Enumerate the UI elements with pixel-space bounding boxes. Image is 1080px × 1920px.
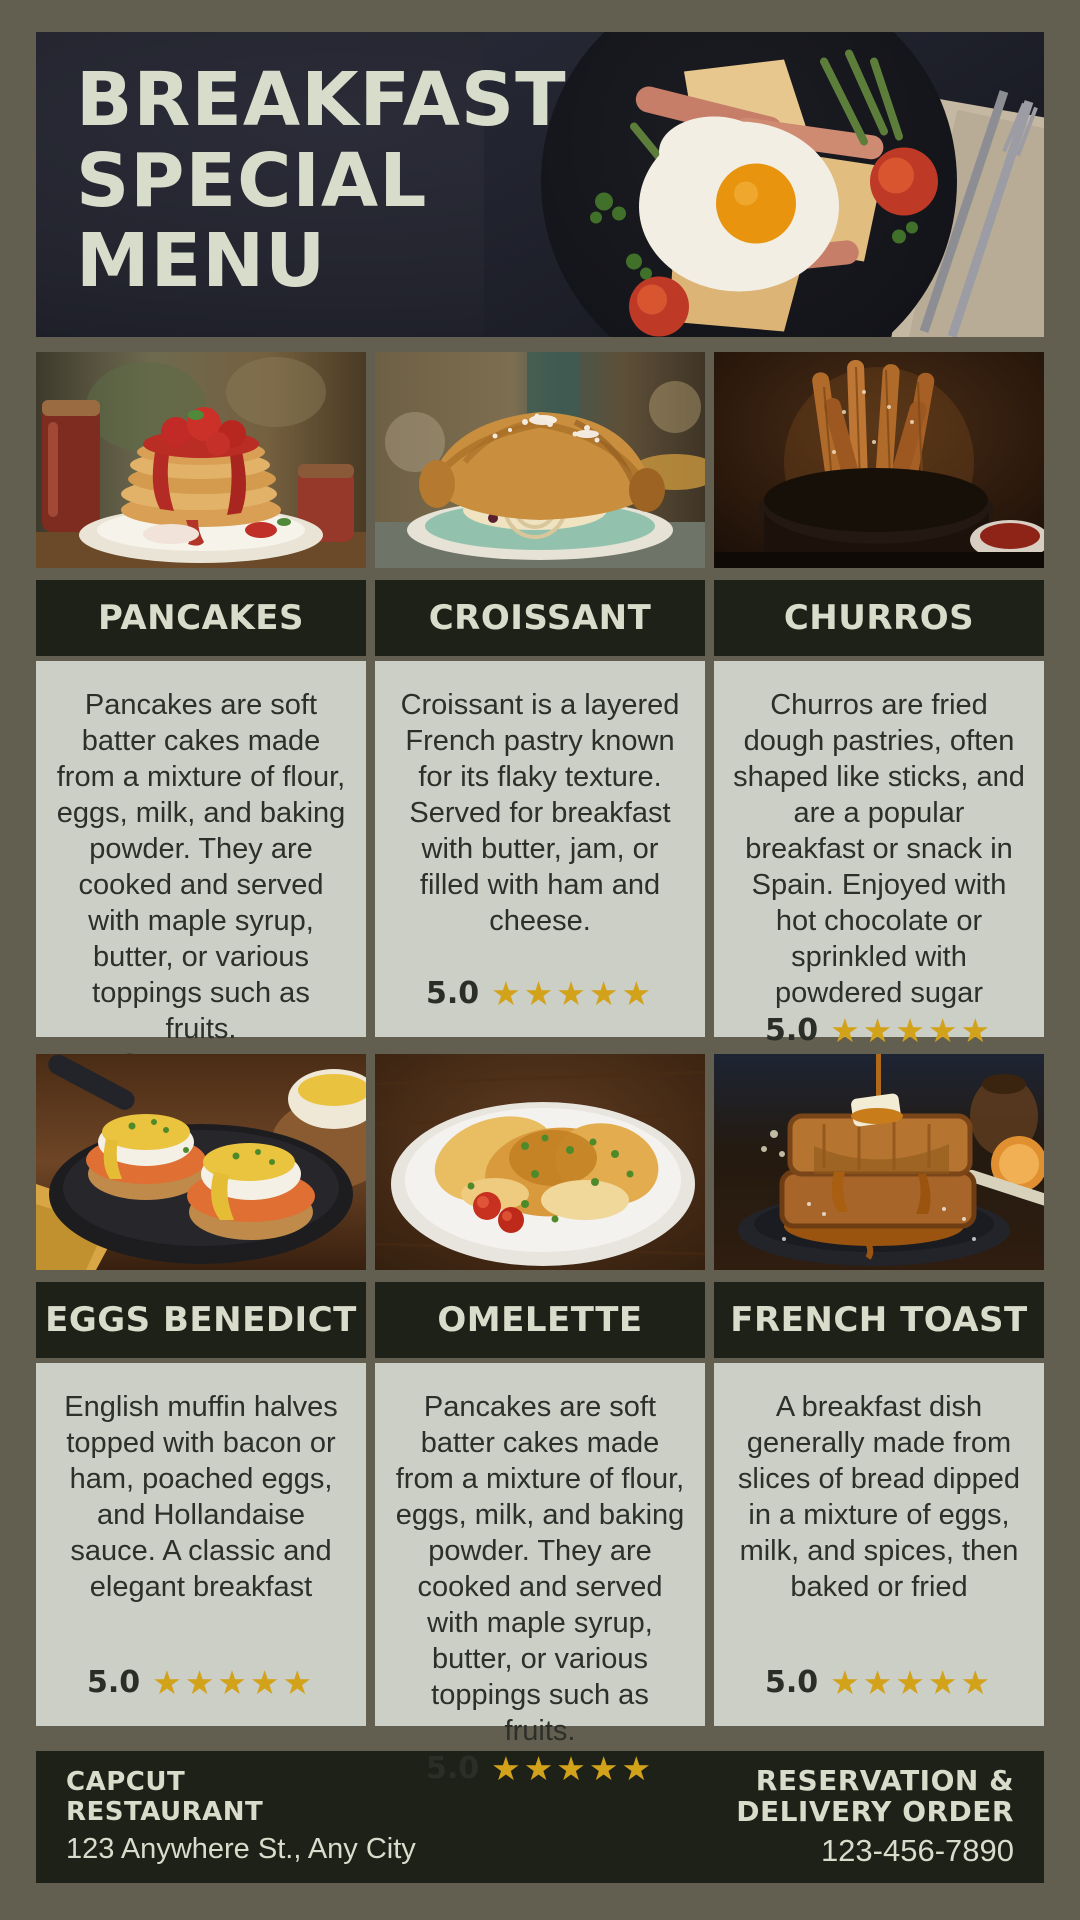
- churros-card: [714, 661, 1044, 1050]
- footer-restaurant-info: [66, 1768, 416, 1865]
- omelette-title-bar: [375, 1282, 705, 1358]
- rating-stars: ★★★★★: [491, 974, 655, 1013]
- rating-value: 5.0: [764, 1013, 819, 1048]
- french-toast-card: [714, 1363, 1044, 1726]
- page-title-line-3: MENU: [76, 218, 327, 305]
- eggs-benedict-rating: [54, 1663, 348, 1702]
- reservation-title-line-1: RESERVATION &: [755, 1763, 1014, 1797]
- french-toast-title: FRENCH TOAST: [730, 1300, 1028, 1340]
- croissant-title-bar: [375, 580, 705, 656]
- churros-description: Churros are fried dough pastries, often shaped like sticks, and are a popular breakfast or snack in Spain. Enjoyed with hot chocolate or sprinkled with powdered sugar: [733, 689, 1025, 1009]
- french-toast-title-bar: [714, 1282, 1044, 1358]
- omelette-title: OMELETTE: [437, 1300, 643, 1340]
- eggs-benedict-title-bar: [36, 1282, 366, 1358]
- pancakes-title-bar: [36, 580, 366, 656]
- header-banner: [36, 32, 1044, 337]
- croissant-photo: [375, 352, 705, 568]
- croissant-rating: [393, 974, 687, 1013]
- churros-photo: [714, 352, 1044, 568]
- rating-value: 5.0: [425, 976, 480, 1011]
- croissant-card: [375, 661, 705, 1037]
- french-toast-photo: [714, 1054, 1044, 1270]
- rating-value: 5.0: [425, 1751, 480, 1786]
- page-title: [76, 57, 567, 305]
- eggs-benedict-photo: [36, 1054, 366, 1270]
- footer-reservation-info: [736, 1765, 1014, 1870]
- menu-card-croissant: [375, 352, 705, 1037]
- rating-stars: ★★★★★: [830, 1663, 994, 1702]
- restaurant-name-line-1: CAPCUT: [66, 1767, 186, 1798]
- menu-grid-row-1: [36, 352, 1044, 1050]
- rating-stars: ★★★★★: [830, 1011, 994, 1050]
- eggs-benedict-title: EGGS BENEDICT: [45, 1300, 357, 1340]
- rating-stars: ★★★★★: [152, 1663, 316, 1702]
- pancakes-card: [36, 661, 366, 1045]
- page-title-line-1: BREAKFAST: [76, 57, 567, 143]
- churros-title-bar: [714, 580, 1044, 656]
- pancakes-photo: [36, 352, 366, 568]
- omelette-rating: [393, 1749, 687, 1788]
- croissant-description: Croissant is a layered French pastry known for its flaky texture. Served for breakfast with butter, jam, or filled with ham and cheese.: [400, 689, 680, 937]
- breakfast-plate-photo: [484, 32, 1044, 337]
- rating-value: 5.0: [764, 1665, 819, 1700]
- menu-card-french-toast: [714, 1054, 1044, 1726]
- pancakes-title: PANCAKES: [98, 598, 304, 638]
- pancakes-description: Pancakes are soft batter cakes made from a mixture of flour, eggs, milk, and baking powder. They are cooked and served with maple syrup, butter, or various toppings such as fruits.: [56, 689, 346, 1045]
- menu-card-pancakes: [36, 352, 366, 1045]
- french-toast-description: A breakfast dish generally made from slices of bread dipped in a mixture of eggs, milk, and spices, then baked or fried: [737, 1391, 1021, 1603]
- omelette-card: [375, 1363, 705, 1788]
- eggs-benedict-description: English muffin halves topped with bacon or ham, poached eggs, and Hollandaise sauce. A classic and elegant breakfast: [64, 1391, 338, 1603]
- menu-card-eggs-benedict: [36, 1054, 366, 1726]
- churros-title: CHURROS: [783, 598, 975, 638]
- croissant-title: CROISSANT: [428, 598, 652, 638]
- menu-card-churros: [714, 352, 1044, 1050]
- restaurant-name-line-2: RESTAURANT: [66, 1796, 264, 1827]
- eggs-benedict-card: [36, 1363, 366, 1726]
- restaurant-address: 123 Anywhere St., Any City: [66, 1832, 416, 1865]
- french-toast-rating: [732, 1663, 1026, 1702]
- menu-card-omelette: [375, 1054, 705, 1788]
- omelette-photo: [375, 1054, 705, 1270]
- page-title-line-2: SPECIAL: [76, 137, 428, 224]
- rating-stars: ★★★★★: [491, 1749, 655, 1788]
- omelette-description: Pancakes are soft batter cakes made from a mixture of flour, eggs, milk, and baking powder. They are cooked and served with maple syrup, butter, or various toppings such as fruits.: [395, 1391, 685, 1747]
- rating-value: 5.0: [86, 1665, 141, 1700]
- reservation-title-line-2: DELIVERY ORDER: [736, 1795, 1014, 1828]
- phone-number: 123-456-7890: [820, 1833, 1014, 1869]
- churros-rating: [732, 1011, 1026, 1050]
